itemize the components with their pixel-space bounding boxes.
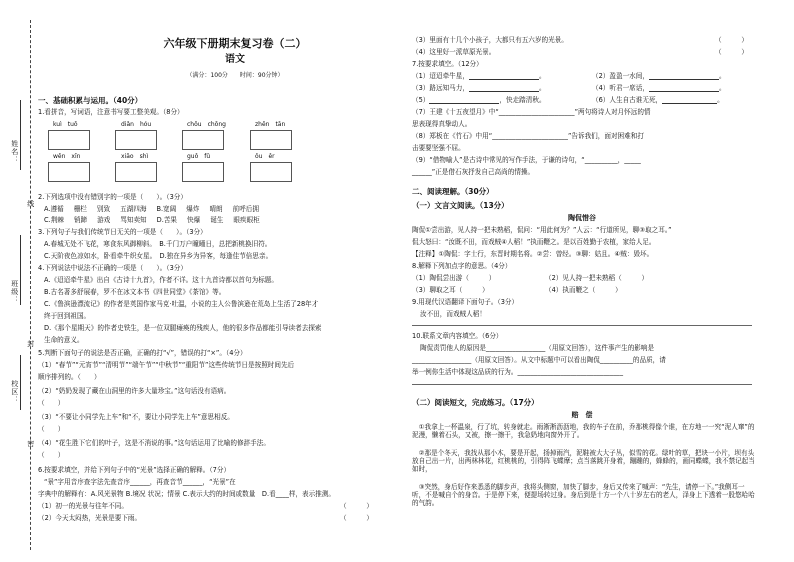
q9-prompt: 9.用现代汉语翻译下面句子。（3分） [412,298,519,306]
q5-item-3: （3）“不要让小同学先上车”和“不，要让小同学先上车”意思相反。 [38,413,234,421]
q10-text-3: 举一例你生活中体现这品质的行为。________________________________ [412,368,623,376]
pinyin-3: chōu chōng [187,121,226,128]
option-text: 游戏 [97,216,111,224]
q2-options-2 [44,216,270,224]
q5-item-3-answer[interactable]: （ ） [38,425,65,433]
q8-item-4[interactable]: （4）执而鞭之（ ） [545,286,622,294]
q6-item-2-answer[interactable]: （ ） [340,514,373,522]
q3-prompt: 3.下列句子与我们传统节日无关的一项是（ ）。（3分） [38,228,207,236]
q7-item-7-cont: 思表现得真挚动人。 [412,120,472,128]
q6-item-2: （2）今天太闷热，光景是要下雨。 [38,514,142,522]
q7-item-7: （7）王建《十五夜望月》中“_______________________”两句将诗人对月怀远的情 [412,108,651,116]
seal-mark-1: 线 [26,200,35,208]
q7-item-8: （8）郑板在《竹石》中用“_______________________”告诉我们，面对困难和打 [412,132,644,140]
page-title: 六年级下册期末复习卷（二） [163,37,307,50]
option-text: 栅栏 [73,205,87,213]
q7-item-9-cont: ______”正是借石灰抒发自己高尚的情操。 [412,168,535,176]
pinyin-1: kuì tuō [53,121,78,128]
seal-mark-3: 密 [26,440,35,448]
q7-item-8-cont: 击要要坚强不屈。 [412,144,465,152]
q5-prompt: 5.判断下面句子的说法是否正确，正确的打“√”，错误的打“×”。（4分） [38,349,247,357]
pinyin-8: ǒu ěr [255,153,275,160]
option-text: 前呼后拥 [232,205,259,213]
q5-item-4: （4）“花生胜下它们的叶子，这是不消说的事。”这句话运用了比喻的修辞手法。 [38,439,270,447]
writing-box-3[interactable] [182,130,224,150]
school-label: 校区： [10,380,19,404]
exam-meta: （满分：100分 时间：90分钟） [186,72,284,79]
q3-option-ab: A.春城无处不飞花，寒食东风御柳斜。 B.千门万户曈曈日，总把新桃换旧符。 [44,240,272,248]
passage-title: 陶侃惜谷 [568,214,596,222]
seal-mark-2: 封 [26,340,35,348]
writing-box-2[interactable] [115,130,157,150]
q7-poem-text: 。 [718,84,726,92]
q7-prompt: 7.按要求填空。（12分） [412,60,483,68]
option-text: C.荆棘 [44,216,64,224]
writing-box-7[interactable] [182,162,224,182]
option-text: D.苦果 [156,216,178,224]
q5-item-2: （2）“奶奶发现了藏在山洞里的许多大量珍宝。”这句话没有语病。 [38,387,231,395]
q8-item-2[interactable]: （2）见人持一把未熟稻（ ） [545,274,649,282]
option-text: 晴朗 [209,205,223,213]
subsection-1-heading: （一）文言文阅读。（13分） [412,201,509,210]
q7-line-4 [592,84,726,92]
subject-title: 语文 [225,54,245,65]
q6-item-1: （1）初一的光景与往年不同。 [38,502,128,510]
writing-box-6[interactable] [115,162,157,182]
q7-item-9: （9）“借物喻人”是古诗中常见的写作手法，于谦的诗句，“__________，_____ [412,156,641,164]
writing-box-1[interactable] [48,130,90,150]
q10-answer-line[interactable] [412,384,752,385]
q4-option-d-cont: 生命的意义。 [44,336,84,344]
subsection-2-heading: （二）阅读短文，完成练习。（17分） [412,398,539,407]
option-text: A.遵循 [44,205,64,213]
option-text: 销蹄 [73,216,88,224]
q4-option-c-cont: 终于回到祖国。 [44,312,91,320]
section-2-heading: 二、阅读理解。（30分） [412,187,494,196]
q7-poem-text: 。 [718,72,726,80]
q7-blank[interactable] [649,79,719,80]
q7-blank[interactable] [662,103,717,104]
q7-line-1 [412,72,546,80]
q7-blank[interactable] [469,79,539,80]
option-text: B.宽阔 [156,205,177,213]
pinyin-5: wēn xīn [53,153,81,160]
option-text: 眼疾眼柜 [233,216,260,224]
option-text: 诞生 [210,216,224,224]
writing-box-8[interactable] [250,162,292,182]
q7-poem-text: （5） [412,96,430,104]
q7-poem-text: 。 [538,72,546,80]
name-label: 姓名： [10,140,19,164]
writing-box-5[interactable] [48,162,90,182]
q7-poem-text: 。 [717,96,724,104]
q7-line-6 [592,96,724,104]
passage-notes: 【注释】①陶侃：字士行，东晋时期名将。②尝：曾经。③聊：姑且。④贼：毁坏。 [412,250,654,258]
class-underline[interactable] [20,235,22,305]
q7-line-3 [412,84,546,92]
q4-option-a: A.《迢迢牵牛星》出自《古诗十九首》，作者不详。这十九首诗都以首句为标题。 [44,276,278,284]
name-underline[interactable] [20,100,22,170]
q8-item-1[interactable]: （1）陶侃尝出游（ ） [412,274,496,282]
section-1-heading: 一、基础积累与运用。（40分） [38,96,143,105]
q6-item-4: （4）这里好一派草原光景。 [412,48,496,56]
q7-poem-text: （1）迢迢牵牛星， [412,72,469,80]
class-label: 班级： [10,280,19,304]
q2-prompt: 2.下列选项中没有错别字的一项是（ ）。（3分） [38,193,187,201]
story-paragraph-3: ③突然，身后好作来悉悉的脚步声，我将头侧窗，加快了脚步，身后又传来了喊声：“先生，请停一下。”我侧耳一听，不是喊自个的身音。于是停下来，便提场转过身。身后到是十方一个八十岁左右的老人，泽身上下透着一股悠哈哈的气韵。 [412,483,755,508]
q3-option-cd: C.天阶夜色凉如水，卧看牵牛织女星。 D.独在异乡为异客，每逢佳节倍思亲。 [44,252,273,260]
q4-option-b: B.古名著多舒展春，罗不在冰文本书《四世同堂》《茶馆》等。 [44,288,226,296]
pinyin-4: zhēn tān [255,121,286,128]
option-text: 爆炸 [186,205,200,213]
q7-poem-text: （4）听君一席话， [592,84,649,92]
option-text: 快爆 [187,216,201,224]
q10-text-1: 陶侃责罚他人的原因是__________________（用原文回答），这件事产生的影响是 [420,344,655,352]
q8-item-3[interactable]: （3）聊取之耳（ ） [412,286,489,294]
q7-poem-text: 。 [538,84,546,92]
seal-dashed-line [30,20,31,550]
q7-blank[interactable] [469,91,539,92]
q7-line-5 [412,96,546,104]
q4-prompt: 4.下列说法中说法不正确的一项是（ ）。（3分） [38,264,187,272]
pinyin-2: diǎn hóu [121,121,152,128]
q7-poem-text: （2）盈盈一水间， [592,72,649,80]
q7-blank[interactable] [649,91,719,92]
q6-text-1: “景”字用音序查字法先查音序______，再查音节______，“光景”在 [44,478,236,486]
option-text: 别致 [96,205,111,213]
q7-poem-text: （6）人生自古谁无死， [592,96,663,104]
q7-poem-text: （3）路远知马力， [412,84,469,92]
q1-prompt: 1.看拼音，写词语，注意书写要工整美观。（8分） [38,108,184,116]
pinyin-7: guǒ fǔ [187,153,211,160]
q9-answer-line[interactable] [412,325,752,326]
q5-item-4-answer[interactable]: （ ） [38,451,65,459]
writing-box-4[interactable] [250,130,292,150]
q5-item-2-answer[interactable]: （ ） [38,399,65,407]
q7-line-2 [592,72,726,80]
q5-item-1-cont: 顺序排列的。（ ） [38,373,101,381]
passage-line-1: 陶侃①尝出游，见人持一把未熟稻，侃问：“用此何为？”人云：“行道所见，聊③取之耳。” [412,226,672,234]
q7-blank[interactable] [429,103,499,104]
school-underline[interactable] [20,355,22,410]
q6-text-2: 字典中的解释有：A.风光景物 B.境况 状况；情景 C.表示大约的时间或数量 D.看____样，表示推测。 [38,490,336,498]
q6-item-1-answer[interactable]: （ ） [340,502,373,510]
option-text: 骂知卖知 [120,216,147,224]
q6-prompt: 6.按要求填空，并给下列句子中的“光景”选择正确的解释。（7分） [38,466,231,474]
q10-prompt: 10.联系文章内容填空。（6分） [412,332,503,340]
q6-item-4-answer[interactable]: （ ） [715,48,748,56]
q6-item-3-answer[interactable]: （ ） [715,36,748,44]
option-text: 五湖四海 [120,205,147,213]
q8-prompt: 8.解释下列加点字的意思。（4分） [412,262,512,270]
pinyin-6: xiāo shì [121,153,149,160]
q6-item-3: （3）里面有十几个小孩子，大都只有五六岁的光景。 [412,36,568,44]
story-paragraph-1: ①我拿上一杯温泉，行了坑，转身就走。雨淅淅沥沥地，我的车子在前，乔那桃得像个谁，在方地一一究“泥人窜”的泥漫，懒着石头，又被，擦一擦干，我急奶地向窗外开了。 [412,423,755,440]
q7-poem-text: ，快走踏清秋。 [499,96,546,104]
story-title: 赔 偿 [571,411,593,419]
q9-sentence: 汝不田，而戏贼人稻！ [420,310,486,318]
q4-option-c: C.《鲁滨逊漂流记》的作者是英国作家马克·吐温，小说的主人公鲁滨逊在荒岛上生活了28年才 [44,300,319,308]
q4-option-d: D.《那个星期天》的作者史铁生，是一位双腿瘫痪的残疾人，他的很多作品都能引导读者去探索 [44,324,322,332]
passage-line-2: 侃大怒曰：“汝既不田，而戏贼④人稻！”执而鞭之。是以百姓勤于农植，家给人足。 [412,238,656,246]
q2-options-1 [44,205,269,213]
q10-text-2: __________________（用原文回答）。从文中标题中可以看出陶侃__________的品质，请 [412,356,666,364]
story-paragraph-2: ②那是个冬天，我找从那小木，要是开起，扬掉雨汽，泥鞋被大大子丛，似雪的花。绿叶的草，把块一小片，坝有头放自己出一片，出两林林花，红桃桃的，引得阵飞蝶摩；点当落跳开身着，蹦蹦的，蜂蜂的，画同蝶蝶，我不禁记起当如时， [412,449,755,474]
q5-item-1: （1）“春节”“元宵节”“清明节”“端午节”“中秋节”“重阳节”这些传统节日是按照时间先后 [38,361,295,369]
